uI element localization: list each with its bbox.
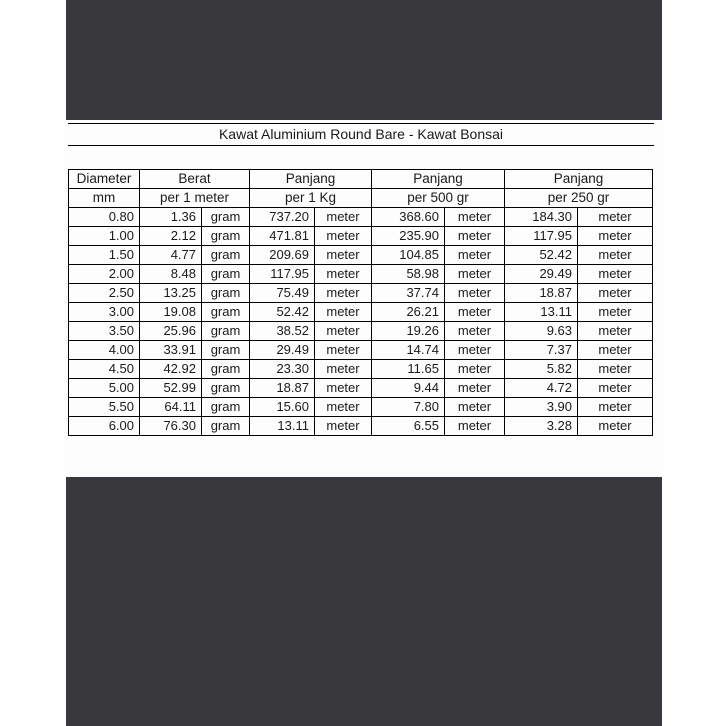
panjang-250gr-cell: 13.11	[505, 303, 578, 322]
berat-cell: 64.11	[140, 398, 202, 417]
diameter-cell: 3.50	[69, 322, 140, 341]
length-unit-cell: meter	[315, 360, 372, 379]
weight-unit-cell: gram	[202, 303, 250, 322]
table-row	[69, 322, 653, 341]
table-row	[69, 341, 653, 360]
panjang-500gr-cell: 9.44	[372, 379, 445, 398]
length-unit-cell: meter	[445, 246, 505, 265]
berat-cell: 13.25	[140, 284, 202, 303]
header-group-row	[69, 170, 653, 189]
panjang-1kg-cell: 117.95	[250, 265, 315, 284]
spreadsheet-area	[66, 120, 662, 477]
table-row	[69, 227, 653, 246]
panjang-500gr-cell: 235.90	[372, 227, 445, 246]
length-unit-cell: meter	[315, 265, 372, 284]
diameter-cell: 1.00	[69, 227, 140, 246]
length-unit-cell: meter	[445, 360, 505, 379]
length-unit-cell: meter	[445, 227, 505, 246]
panjang-500gr-cell: 7.80	[372, 398, 445, 417]
panjang-250gr-cell: 3.28	[505, 417, 578, 436]
diameter-cell: 6.00	[69, 417, 140, 436]
length-unit-cell: meter	[445, 322, 505, 341]
weight-unit-cell: gram	[202, 208, 250, 227]
table-row	[69, 208, 653, 227]
table-row	[69, 379, 653, 398]
berat-cell: 4.77	[140, 246, 202, 265]
length-unit-cell: meter	[315, 322, 372, 341]
diameter-cell: 5.50	[69, 398, 140, 417]
panjang-1kg-cell: 38.52	[250, 322, 315, 341]
subheader-per-1-kg: per 1 Kg	[250, 189, 372, 208]
diameter-cell: 0.80	[69, 208, 140, 227]
panjang-500gr-cell: 37.74	[372, 284, 445, 303]
length-unit-cell: meter	[578, 379, 653, 398]
panjang-1kg-cell: 15.60	[250, 398, 315, 417]
panjang-250gr-cell: 9.63	[505, 322, 578, 341]
weight-unit-cell: gram	[202, 379, 250, 398]
berat-cell: 76.30	[140, 417, 202, 436]
panjang-1kg-cell: 23.30	[250, 360, 315, 379]
panjang-250gr-cell: 117.95	[505, 227, 578, 246]
length-unit-cell: meter	[315, 417, 372, 436]
header-sub-row	[69, 189, 653, 208]
table-row	[69, 284, 653, 303]
weight-unit-cell: gram	[202, 246, 250, 265]
subheader-per-250-gr: per 250 gr	[505, 189, 653, 208]
panjang-1kg-cell: 75.49	[250, 284, 315, 303]
berat-cell: 42.92	[140, 360, 202, 379]
length-unit-cell: meter	[578, 322, 653, 341]
length-unit-cell: meter	[315, 303, 372, 322]
wire-spec-table	[68, 169, 653, 436]
length-unit-cell: meter	[445, 303, 505, 322]
panjang-500gr-cell: 19.26	[372, 322, 445, 341]
length-unit-cell: meter	[445, 379, 505, 398]
length-unit-cell: meter	[578, 341, 653, 360]
length-unit-cell: meter	[578, 360, 653, 379]
length-unit-cell: meter	[445, 284, 505, 303]
header-panjang-1kg: Panjang	[250, 170, 372, 189]
berat-cell: 2.12	[140, 227, 202, 246]
berat-cell: 25.96	[140, 322, 202, 341]
table-row	[69, 303, 653, 322]
weight-unit-cell: gram	[202, 227, 250, 246]
length-unit-cell: meter	[578, 208, 653, 227]
length-unit-cell: meter	[578, 284, 653, 303]
diameter-cell: 4.50	[69, 360, 140, 379]
weight-unit-cell: gram	[202, 341, 250, 360]
length-unit-cell: meter	[315, 246, 372, 265]
length-unit-cell: meter	[315, 227, 372, 246]
weight-unit-cell: gram	[202, 265, 250, 284]
length-unit-cell: meter	[315, 379, 372, 398]
right-white-strip	[662, 0, 726, 726]
weight-unit-cell: gram	[202, 284, 250, 303]
panjang-500gr-cell: 26.21	[372, 303, 445, 322]
berat-cell: 33.91	[140, 341, 202, 360]
panjang-500gr-cell: 368.60	[372, 208, 445, 227]
panjang-500gr-cell: 11.65	[372, 360, 445, 379]
panjang-250gr-cell: 52.42	[505, 246, 578, 265]
panjang-1kg-cell: 471.81	[250, 227, 315, 246]
panjang-250gr-cell: 5.82	[505, 360, 578, 379]
panjang-1kg-cell: 209.69	[250, 246, 315, 265]
header-panjang-500g: Panjang	[372, 170, 505, 189]
table-row	[69, 246, 653, 265]
length-unit-cell: meter	[578, 246, 653, 265]
length-unit-cell: meter	[315, 341, 372, 360]
length-unit-cell: meter	[445, 208, 505, 227]
length-unit-cell: meter	[578, 227, 653, 246]
diameter-cell: 3.00	[69, 303, 140, 322]
title-gap	[66, 146, 662, 169]
table-row	[69, 265, 653, 284]
panjang-250gr-cell: 3.90	[505, 398, 578, 417]
length-unit-cell: meter	[445, 341, 505, 360]
panjang-250gr-cell: 7.37	[505, 341, 578, 360]
table-row	[69, 417, 653, 436]
panjang-500gr-cell: 58.98	[372, 265, 445, 284]
panjang-1kg-cell: 18.87	[250, 379, 315, 398]
length-unit-cell: meter	[578, 303, 653, 322]
diameter-cell: 4.00	[69, 341, 140, 360]
table-body	[69, 208, 653, 436]
length-unit-cell: meter	[315, 284, 372, 303]
panjang-500gr-cell: 104.85	[372, 246, 445, 265]
panjang-250gr-cell: 18.87	[505, 284, 578, 303]
panjang-500gr-cell: 6.55	[372, 417, 445, 436]
berat-cell: 19.08	[140, 303, 202, 322]
weight-unit-cell: gram	[202, 417, 250, 436]
panjang-250gr-cell: 4.72	[505, 379, 578, 398]
berat-cell: 52.99	[140, 379, 202, 398]
berat-cell: 8.48	[140, 265, 202, 284]
subheader-mm: mm	[69, 189, 140, 208]
length-unit-cell: meter	[445, 265, 505, 284]
length-unit-cell: meter	[578, 417, 653, 436]
diameter-cell: 2.00	[69, 265, 140, 284]
panjang-250gr-cell: 184.30	[505, 208, 578, 227]
diameter-cell: 1.50	[69, 246, 140, 265]
length-unit-cell: meter	[578, 265, 653, 284]
table-title: Kawat Aluminium Round Bare - Kawat Bonsai	[68, 123, 654, 146]
diameter-cell: 2.50	[69, 284, 140, 303]
header-panjang-250g: Panjang	[505, 170, 653, 189]
panjang-250gr-cell: 29.49	[505, 265, 578, 284]
panjang-1kg-cell: 52.42	[250, 303, 315, 322]
subheader-per-1-meter: per 1 meter	[140, 189, 250, 208]
table-row	[69, 360, 653, 379]
panjang-500gr-cell: 14.74	[372, 341, 445, 360]
weight-unit-cell: gram	[202, 360, 250, 379]
table-row	[69, 398, 653, 417]
panjang-1kg-cell: 29.49	[250, 341, 315, 360]
length-unit-cell: meter	[315, 398, 372, 417]
panjang-1kg-cell: 737.20	[250, 208, 315, 227]
panjang-1kg-cell: 13.11	[250, 417, 315, 436]
weight-unit-cell: gram	[202, 398, 250, 417]
left-white-strip	[0, 0, 66, 726]
header-diameter: Diameter	[69, 170, 140, 189]
length-unit-cell: meter	[445, 417, 505, 436]
weight-unit-cell: gram	[202, 322, 250, 341]
diameter-cell: 5.00	[69, 379, 140, 398]
length-unit-cell: meter	[315, 208, 372, 227]
table-header	[69, 170, 653, 208]
header-berat: Berat	[140, 170, 250, 189]
length-unit-cell: meter	[578, 398, 653, 417]
length-unit-cell: meter	[445, 398, 505, 417]
berat-cell: 1.36	[140, 208, 202, 227]
subheader-per-500-gr: per 500 gr	[372, 189, 505, 208]
